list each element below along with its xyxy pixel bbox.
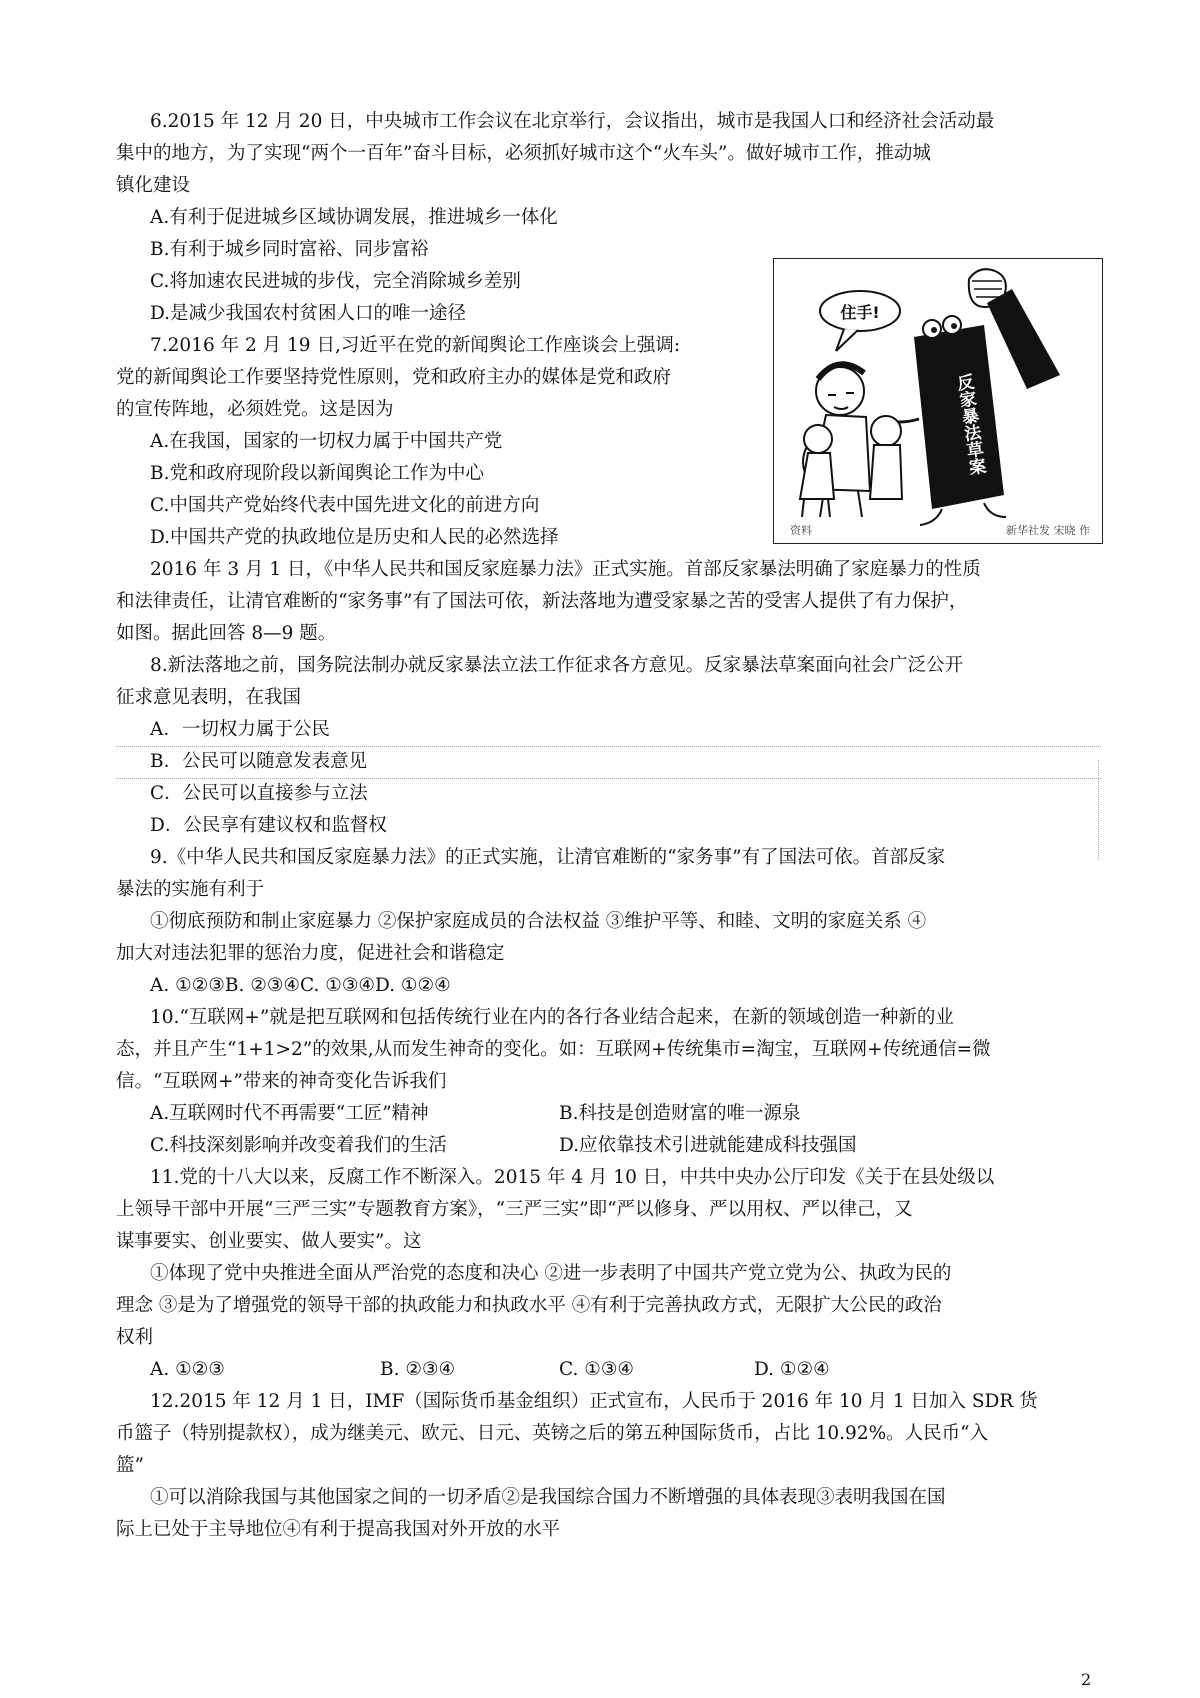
q6-stem-line-3: 镇化建设 bbox=[116, 175, 191, 196]
page-number: 2 bbox=[1081, 1670, 1092, 1689]
q6-option-c: C.将加速农民进城的步伐，完全消除城乡差别 bbox=[150, 271, 521, 292]
intro-line-2: 和法律责任，让清官难断的“家务事”有了国法可依，新法落地为遭受家暴之苦的受害人提供了有力保护， bbox=[116, 591, 968, 612]
q10-stem-line-1: 10.“互联网+”就是把互联网和包括传统行业在内的各行各业结合起来，在新的领域创造一种新的业 bbox=[150, 1007, 954, 1028]
arm-sleeve bbox=[987, 289, 1060, 389]
dotted-rule bbox=[116, 778, 1101, 779]
q8-stem-line-2: 征求意见表明，在我国 bbox=[116, 687, 302, 708]
board-pupil-left bbox=[931, 327, 937, 333]
q11-stem-line-2: 上领导干部中开展“三严三实”专题教育方案》，“三严三实”即“严以修身、严以用权、严以律己，又 bbox=[116, 1199, 913, 1220]
victim-head bbox=[871, 416, 901, 446]
speech-bubble-tail bbox=[836, 329, 858, 351]
q6-option-b: B.有利于城乡同时富裕、同步富裕 bbox=[150, 239, 429, 260]
q12-items-line-2: 际上已处于主导地位④有利于提高我国对外开放的水平 bbox=[116, 1519, 561, 1540]
q9-stem-line-1: 9.《中华人民共和国反家庭暴力法》的正式实施，让清官难断的“家务事”有了国法可依。首部反家 bbox=[150, 847, 946, 868]
dotted-rule bbox=[116, 746, 1101, 747]
q7-stem-line-2: 党的新闻舆论工作要坚持党性原则，党和政府主办的媒体是党和政府 bbox=[116, 367, 672, 388]
dotted-vertical-rule bbox=[1098, 760, 1099, 860]
q8-option-a: A．一切权力属于公民 bbox=[150, 719, 330, 740]
q9-items-line-2: 加大对违法犯罪的惩治力度，促进社会和谐稳定 bbox=[116, 943, 505, 964]
q7-stem-line-3: 的宣传阵地，必须姓党。这是因为 bbox=[116, 399, 394, 420]
speech-text: 住手! bbox=[840, 303, 880, 322]
q10-option-a: A.互联网时代不再需要“工匠”精神 bbox=[150, 1103, 429, 1124]
q6-stem-line-2: 集中的地方，为了实现“两个一百年”奋斗目标，必须抓好城市这个“火车头”。做好城市工作，推动城 bbox=[116, 143, 931, 164]
q6-option-d: D.是减少我国农村贫困人口的唯一途径 bbox=[150, 303, 467, 324]
q7-stem-line-1: 7.2016 年 2 月 19 日,习近平在党的新闻舆论工作座谈会上强调: bbox=[150, 335, 681, 356]
q11-items-line-2: 理念 ③是为了增强党的领导干部的执政能力和执政水平 ④有利于完善执政方式，无限扩大公民的政治 bbox=[116, 1295, 942, 1316]
q11-option-d: D. ①②④ bbox=[754, 1359, 830, 1380]
q11-option-b: B. ②③④ bbox=[380, 1359, 456, 1380]
q9-options: A. ①②③B. ②③④C. ①③④D. ①②④ bbox=[150, 975, 451, 996]
cartoon-figure bbox=[773, 258, 1103, 544]
q7-option-d: D.中国共产党的执政地位是历史和人民的必然选择 bbox=[150, 527, 559, 548]
q6-option-a: A.有利于促进城乡区域协调发展，推进城乡一体化 bbox=[150, 207, 558, 228]
q11-stem-line-3: 谋事要实、创业要实、做人要实”。这 bbox=[116, 1231, 422, 1252]
child-head bbox=[804, 425, 832, 453]
victim-body bbox=[870, 445, 902, 499]
caption-left: 资料 bbox=[790, 524, 812, 537]
cartoon-illustration bbox=[774, 259, 1101, 542]
q10-stem-line-2: 态，并且产生“1+1>2”的效果,从而发生神奇的变化。如：互联网+传统集市=淘宝，互联网+传统通信=微 bbox=[116, 1039, 991, 1060]
child-body bbox=[800, 453, 834, 499]
q11-option-a: A. ①②③ bbox=[150, 1359, 225, 1380]
q10-option-d: D.应依靠技术引进就能建成科技强国 bbox=[559, 1135, 857, 1156]
intro-line-1: 2016 年 3 月 1 日，《中华人民共和国反家庭暴力法》正式实施。首部反家暴法明确了家庭暴力的性质 bbox=[150, 559, 981, 580]
q7-option-c: C.中国共产党始终代表中国先进文化的前进方向 bbox=[150, 495, 540, 516]
law-board-text: 反家暴法草案 bbox=[952, 372, 987, 477]
q6-stem-line-1: 6.2015 年 12 月 20 日，中央城市工作会议在北京举行，会议指出，城市是我国人口和经济社会活动最 bbox=[150, 111, 995, 132]
q11-stem-line-1: 11.党的十八大以来，反腐工作不断深入。2015 年 4 月 10 日，中共中央办公厅印发《关于在县处级以 bbox=[150, 1167, 995, 1188]
q8-option-d: D．公民享有建议权和监督权 bbox=[150, 815, 387, 836]
q10-stem-line-3: 信。“互联网+”带来的神奇变化告诉我们 bbox=[116, 1071, 447, 1092]
caption-right: 新华社发 宋晓 作 bbox=[1006, 524, 1090, 537]
q9-items-line-1: ①彻底预防和制止家庭暴力 ②保护家庭成员的合法权益 ③维护平等、和睦、文明的家庭关系 ④ bbox=[150, 911, 927, 932]
q7-option-b: B.党和政府现阶段以新闻舆论工作为中心 bbox=[150, 463, 484, 484]
q11-option-c: C. ①③④ bbox=[559, 1359, 635, 1380]
q7-option-a: A.在我国，国家的一切权力属于中国共产党 bbox=[150, 431, 503, 452]
q8-option-c: C．公民可以直接参与立法 bbox=[150, 783, 368, 804]
q9-stem-line-2: 暴法的实施有利于 bbox=[116, 879, 265, 900]
q10-option-c: C.科技深刻影响并改变着我们的生活 bbox=[150, 1135, 447, 1156]
q12-stem-line-3: 篮” bbox=[116, 1455, 144, 1476]
q11-items-line-1: ①体现了党中央推进全面从严治党的态度和决心 ②进一步表明了中国共产党立党为公、执政为民的 bbox=[150, 1263, 952, 1284]
q12-stem-line-1: 12.2015 年 12 月 1 日，IMF（国际货币基金组织）正式宣布，人民币于 2016 年 10 月 1 日加入 SDR 货 bbox=[150, 1391, 1038, 1412]
board-pupil-right bbox=[951, 323, 957, 329]
intro-line-3: 如图。据此回答 8—9 题。 bbox=[116, 623, 337, 644]
q8-stem-line-1: 8.新法落地之前，国务院法制办就反家暴法立法工作征求各方意见。反家暴法草案面向社会广泛公开 bbox=[150, 655, 964, 676]
q8-option-b: B．公民可以随意发表意见 bbox=[150, 751, 368, 772]
q10-option-b: B.科技是创造财富的唯一源泉 bbox=[559, 1103, 801, 1124]
q11-items-line-3: 权利 bbox=[116, 1327, 154, 1348]
child-legs bbox=[802, 499, 830, 517]
q12-stem-line-2: 币篮子（特别提款权），成为继美元、欧元、日元、英镑之后的第五种国际货币，占比 10.92%。人民币“入 bbox=[116, 1423, 989, 1444]
q12-items-line-1: ①可以消除我国与其他国家之间的一切矛盾②是我国综合国力不断增强的具体表现③表明我国在国 bbox=[150, 1487, 946, 1508]
